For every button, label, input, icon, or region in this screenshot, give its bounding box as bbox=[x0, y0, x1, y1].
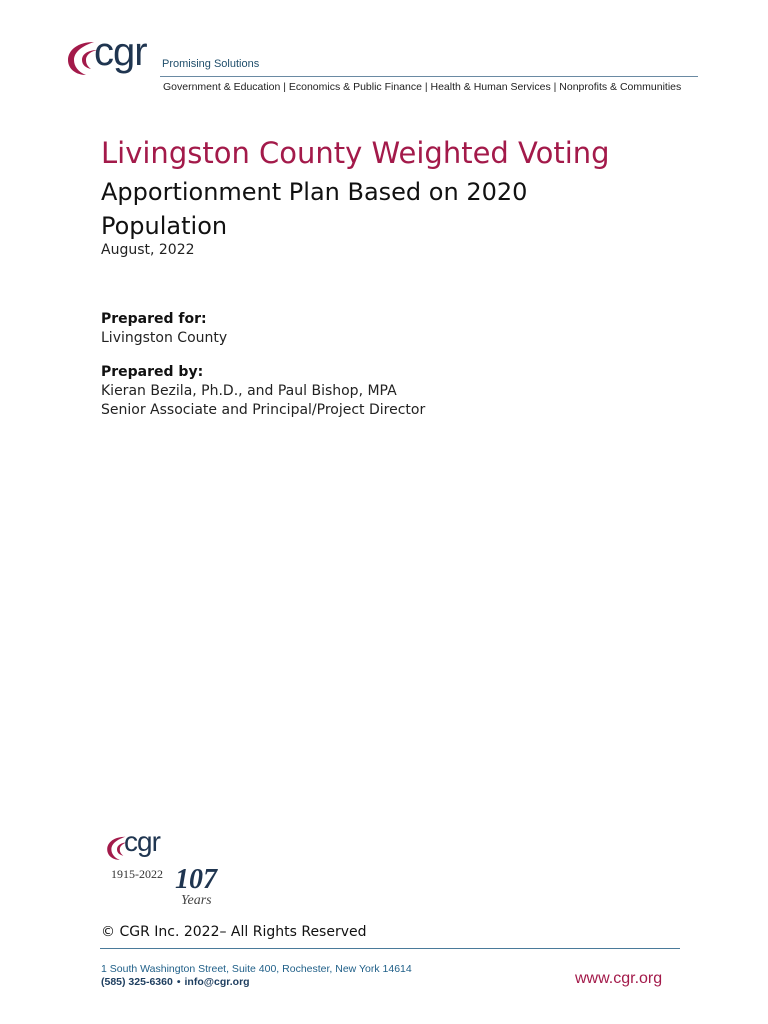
document-subtitle: Apportionment Plan Based on 2020 Population bbox=[101, 178, 528, 240]
document-title: Livingston County Weighted Voting bbox=[101, 136, 610, 170]
cgr-logo bbox=[64, 30, 164, 80]
website-link[interactable]: www.cgr.org bbox=[575, 970, 663, 987]
footer-contact bbox=[101, 976, 250, 988]
prepared-by-roles: Senior Associate and Principal/Project Director bbox=[101, 402, 426, 418]
anniversary-wordmark: cgr bbox=[124, 826, 160, 857]
service-areas: Government & Education | Economics & Public Finance | Health & Human Services | Nonprofits & Communities bbox=[163, 81, 682, 93]
copyright-notice: © CGR Inc. 2022– All Rights Reserved bbox=[101, 924, 367, 940]
footer-separator: • bbox=[176, 976, 181, 988]
prepared-for-label: Prepared for: bbox=[101, 311, 207, 327]
prepared-for-value: Livingston County bbox=[101, 330, 228, 346]
footer-address: 1 South Washington Street, Suite 400, Rochester, New York 14614 bbox=[101, 963, 412, 975]
prepared-by-names: Kieran Bezila, Ph.D., and Paul Bishop, MPA bbox=[101, 383, 397, 399]
anniversary-range: 1915-2022 bbox=[111, 867, 163, 881]
footer-email-link[interactable]: info@cgr.org bbox=[184, 976, 250, 988]
anniversary-word: Years bbox=[181, 893, 212, 908]
document-date: August, 2022 bbox=[101, 242, 195, 258]
prepared-by-label: Prepared by: bbox=[101, 364, 204, 380]
anniversary-count: 107 bbox=[175, 864, 217, 895]
header-divider bbox=[160, 76, 698, 77]
footer-divider bbox=[100, 948, 680, 949]
footer-phone[interactable]: (585) 325-6360 bbox=[101, 976, 173, 988]
logo-wordmark: cgr bbox=[94, 30, 147, 74]
brand-tagline: Promising Solutions bbox=[162, 58, 260, 70]
